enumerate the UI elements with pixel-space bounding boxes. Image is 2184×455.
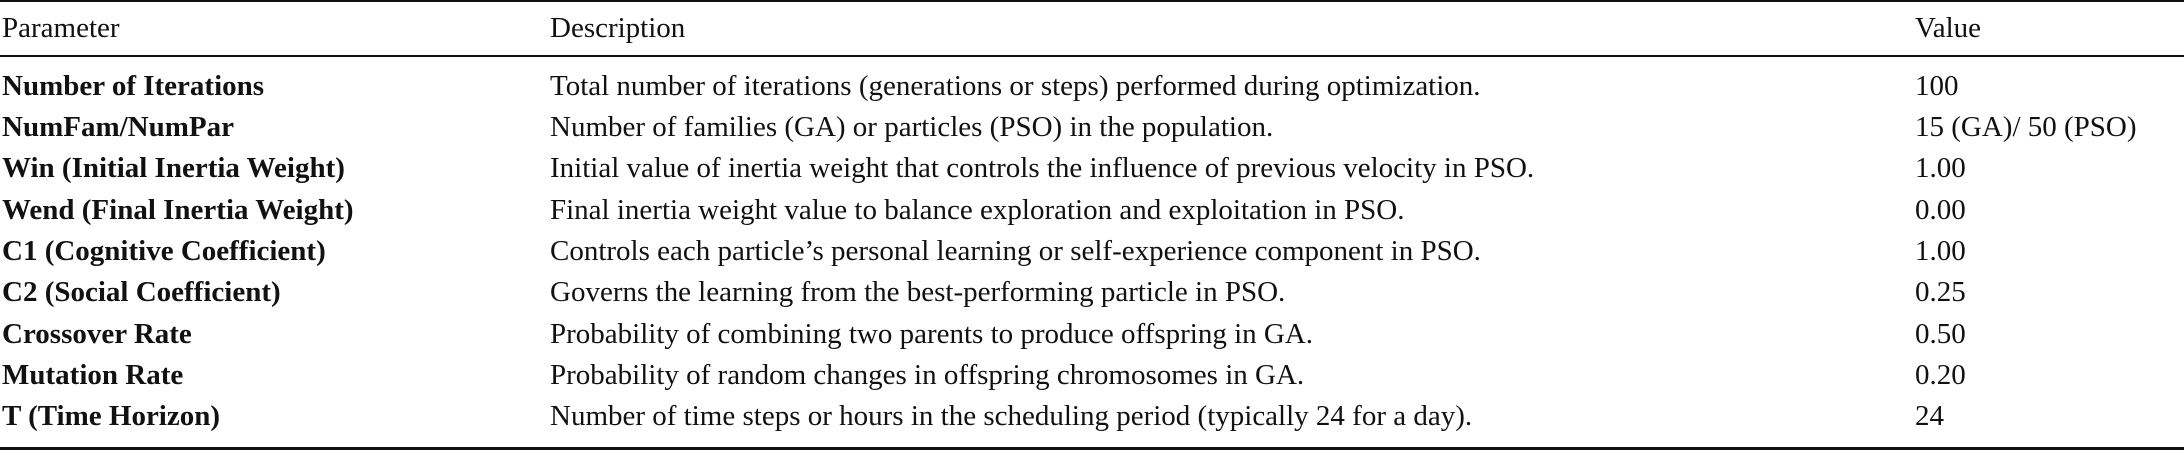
row-value: 0.25: [1915, 276, 1966, 308]
row-description: Total number of iterations (generations or steps) performed during optimization.: [550, 70, 1481, 102]
header-description: Description: [550, 12, 686, 44]
row-parameter: Crossover Rate: [2, 318, 192, 350]
table-row: [0, 355, 2184, 395]
header-value: Value: [1915, 12, 1982, 44]
row-value: 0.50: [1915, 318, 1966, 350]
table-bottom-rule: [0, 447, 2184, 450]
row-parameter: C1 (Cognitive Coefficient): [2, 235, 326, 267]
table-row: [0, 272, 2184, 312]
table-row: [0, 231, 2184, 271]
row-description: Number of families (GA) or particles (PSO) in the population.: [550, 111, 1274, 143]
row-value: 100: [1915, 70, 1959, 102]
table-row: [0, 190, 2184, 230]
table-row: [0, 148, 2184, 188]
row-parameter: C2 (Social Coefficient): [2, 276, 281, 308]
row-value: 1.00: [1915, 235, 1966, 267]
row-parameter: NumFam/NumPar: [2, 111, 234, 143]
table-row: [0, 314, 2184, 354]
row-description: Final inertia weight value to balance exploration and exploitation in PSO.: [550, 194, 1405, 226]
table-header-rule: [0, 55, 2184, 57]
row-description: Governs the learning from the best-performing particle in PSO.: [550, 276, 1286, 308]
row-value: 0.20: [1915, 359, 1966, 391]
table-header-row: [0, 8, 2184, 48]
row-description: Initial value of inertia weight that controls the influence of previous velocity in PSO.: [550, 152, 1535, 184]
row-value: 1.00: [1915, 152, 1966, 184]
row-description: Number of time steps or hours in the scheduling period (typically 24 for a day).: [550, 400, 1473, 432]
table-row: [0, 396, 2184, 436]
row-description: Probability of combining two parents to produce offspring in GA.: [550, 318, 1314, 350]
row-parameter: Wend (Final Inertia Weight): [2, 194, 354, 226]
header-parameter: Parameter: [2, 12, 120, 44]
row-parameter: T (Time Horizon): [2, 400, 221, 432]
row-value: 24: [1915, 400, 1944, 432]
table-row: [0, 107, 2184, 147]
row-parameter: Win (Initial Inertia Weight): [2, 152, 345, 184]
table-row: [0, 66, 2184, 106]
table-top-rule: [0, 0, 2184, 2]
row-parameter: Mutation Rate: [2, 359, 184, 391]
row-value: 15 (GA)/ 50 (PSO): [1915, 111, 2137, 143]
row-parameter: Number of Iterations: [2, 70, 265, 102]
row-description: Controls each particle’s personal learning or self-experience component in PSO.: [550, 235, 1481, 267]
row-value: 0.00: [1915, 194, 1966, 226]
row-description: Probability of random changes in offspring chromosomes in GA.: [550, 359, 1305, 391]
